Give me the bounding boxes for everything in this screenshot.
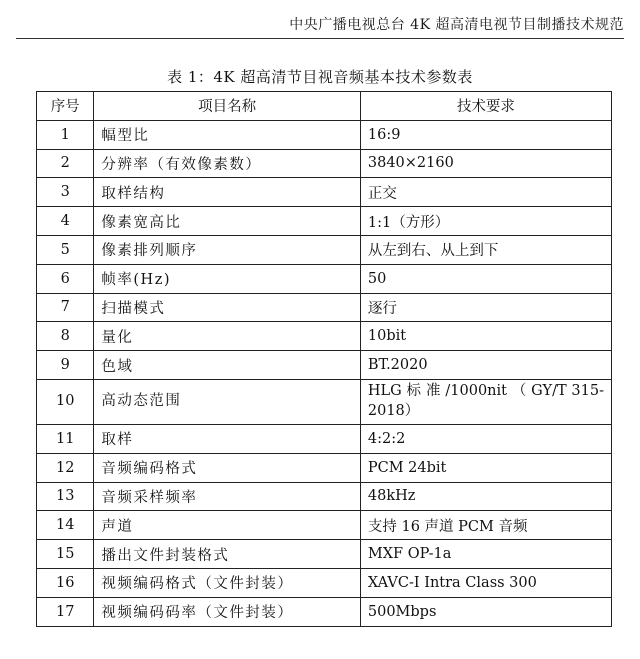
table-row <box>37 322 612 351</box>
table-row <box>37 178 612 207</box>
requirement-cell: MXF OP-1a <box>360 540 611 569</box>
table-row <box>37 568 612 597</box>
item-name-cell: 取样结构 <box>94 178 360 207</box>
requirement-cell: BT.2020 <box>360 351 611 380</box>
table-row <box>37 120 612 149</box>
table-row <box>37 597 612 626</box>
requirement-cell: 1:1（方形） <box>360 207 611 236</box>
row-number-cell: 2 <box>37 149 94 178</box>
table-row <box>37 511 612 540</box>
requirement-cell: 48kHz <box>360 482 611 511</box>
table-header-row <box>37 92 612 121</box>
item-name-cell: 声道 <box>94 511 360 540</box>
row-number-cell: 3 <box>37 178 94 207</box>
requirement-cell: 3840×2160 <box>360 149 611 178</box>
item-name-cell: 幅型比 <box>94 120 360 149</box>
table-row <box>37 293 612 322</box>
item-name-cell: 高动态范围 <box>94 379 360 424</box>
row-number-cell: 4 <box>37 207 94 236</box>
requirement-text: HLG 标 准 /1000nit （ GY/T 315-2018） <box>367 383 604 419</box>
row-number-cell: 15 <box>37 540 94 569</box>
item-name-cell: 扫描模式 <box>94 293 360 322</box>
item-name-cell: 量化 <box>94 322 360 351</box>
table-caption: 表 1：4K 超高清节目视音频基本技术参数表 <box>167 68 473 86</box>
requirement-cell: 500Mbps <box>360 597 611 626</box>
header-divider <box>16 38 624 39</box>
requirement-cell: 从左到右、从上到下 <box>360 235 611 264</box>
table-row <box>37 235 612 264</box>
parameters-table <box>36 91 612 627</box>
table-body <box>37 120 612 626</box>
column-header-requirement: 技术要求 <box>360 92 611 121</box>
row-number-cell: 13 <box>37 482 94 511</box>
row-number-cell: 12 <box>37 453 94 482</box>
item-name-cell: 视频编码格式（文件封装） <box>94 568 360 597</box>
requirement-cell: 16:9 <box>360 120 611 149</box>
document-header: 中央广播电视总台 4K 超高清电视节目制播技术规范 <box>289 17 624 33</box>
row-number-cell: 17 <box>37 597 94 626</box>
row-number-cell: 5 <box>37 235 94 264</box>
row-number-cell: 6 <box>37 264 94 293</box>
table-row <box>37 379 612 424</box>
row-number-cell: 10 <box>37 379 94 424</box>
table-row <box>37 540 612 569</box>
requirement-cell: PCM 24bit <box>360 453 611 482</box>
requirement-cell: 支持 16 声道 PCM 音频 <box>360 511 611 540</box>
requirement-cell <box>360 379 611 424</box>
requirement-cell: 逐行 <box>360 293 611 322</box>
item-name-cell: 帧率(Hz) <box>94 264 360 293</box>
table-row <box>37 424 612 453</box>
item-name-cell: 像素宽高比 <box>94 207 360 236</box>
requirement-cell: 4:2:2 <box>360 424 611 453</box>
requirement-cell: 50 <box>360 264 611 293</box>
item-name-cell: 分辨率（有效像素数） <box>94 149 360 178</box>
row-number-cell: 1 <box>37 120 94 149</box>
row-number-cell: 16 <box>37 568 94 597</box>
requirement-cell: 正交 <box>360 178 611 207</box>
table-row <box>37 482 612 511</box>
item-name-cell: 音频采样频率 <box>94 482 360 511</box>
table-row <box>37 207 612 236</box>
column-header-number: 序号 <box>37 92 94 121</box>
item-name-cell: 视频编码码率（文件封装） <box>94 597 360 626</box>
item-name-cell: 色域 <box>94 351 360 380</box>
row-number-cell: 8 <box>37 322 94 351</box>
item-name-cell: 取样 <box>94 424 360 453</box>
requirement-cell: XAVC-I Intra Class 300 <box>360 568 611 597</box>
row-number-cell: 11 <box>37 424 94 453</box>
requirement-cell: 10bit <box>360 322 611 351</box>
row-number-cell: 7 <box>37 293 94 322</box>
column-header-item: 项目名称 <box>94 92 360 121</box>
row-number-cell: 14 <box>37 511 94 540</box>
table-row <box>37 264 612 293</box>
table-row <box>37 453 612 482</box>
row-number-cell: 9 <box>37 351 94 380</box>
item-name-cell: 像素排列顺序 <box>94 235 360 264</box>
item-name-cell: 播出文件封装格式 <box>94 540 360 569</box>
item-name-cell: 音频编码格式 <box>94 453 360 482</box>
table-row <box>37 351 612 380</box>
table-row <box>37 149 612 178</box>
